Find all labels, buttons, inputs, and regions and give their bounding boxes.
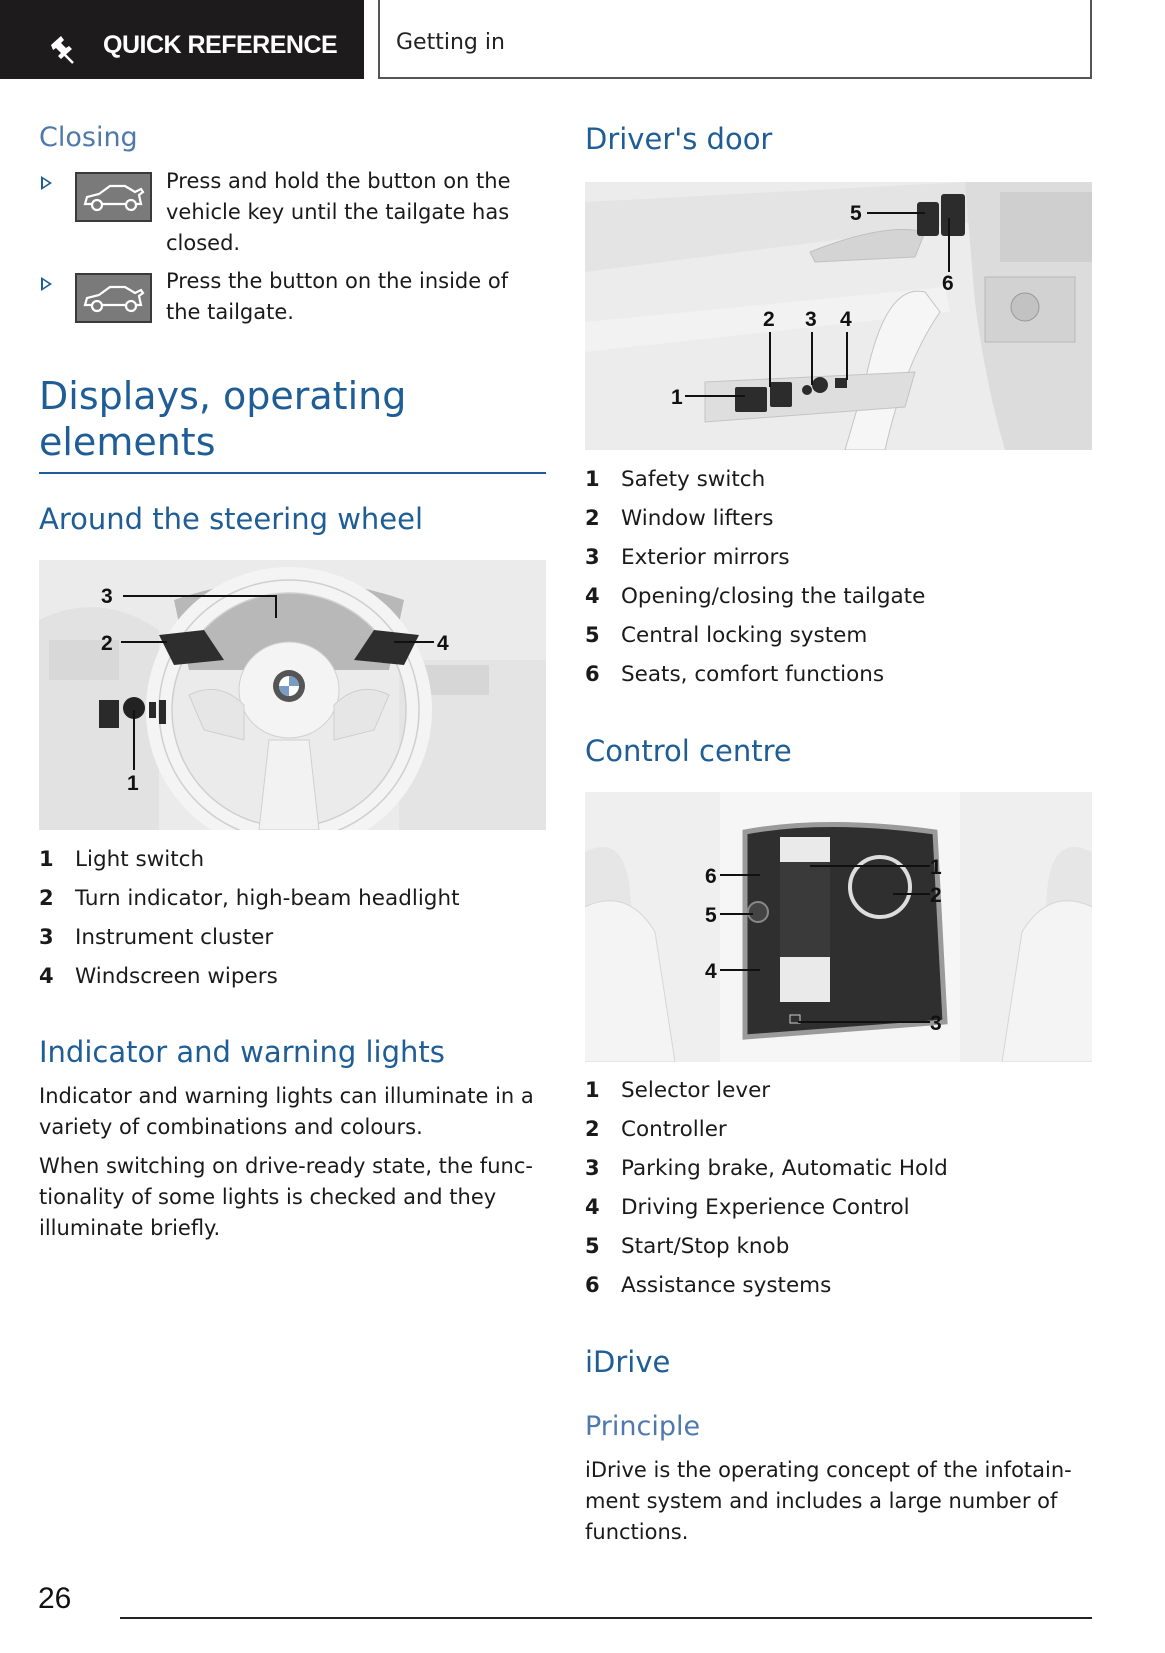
callout-2: 2 [763,308,775,331]
callout-6: 6 [942,272,954,295]
chapter-title: Getting in [396,30,505,55]
section-label: QUICK REFERENCE [103,31,338,59]
displays-heading [39,373,406,465]
legend-item: 1 Light switch [39,847,205,872]
drivers-door-figure [585,182,1092,450]
callout-2: 2 [930,884,942,907]
footer-divider [120,1617,1092,1619]
car-tailgate-icon [75,273,152,323]
bullet-triangle-icon [41,176,52,190]
control-centre-figure [585,792,1092,1062]
steering-heading: Around the steering wheel [39,502,424,536]
car-tailgate-icon [75,172,152,222]
displays-heading-line1: Displays, operating [39,374,407,418]
callout-4: 4 [705,960,717,983]
callout-4: 4 [840,308,852,331]
bullet-triangle-icon [41,277,52,291]
indicator-paragraph-2: When switching on drive-ready state, the func- tionality of some lights is checked and they illuminate briefly. [39,1154,533,1240]
callout-1: 1 [127,772,139,795]
callout-3: 3 [930,1012,942,1035]
closing-bullet-text: Press and hold the button on the vehicle key until the tailgate has closed. [166,169,511,255]
door-legend [585,460,1085,694]
callout-3: 3 [101,585,113,608]
legend-item: 2 Window lifters [585,506,774,531]
indicator-heading: Indicator and warning lights [39,1035,445,1069]
chapter-header [378,0,1092,79]
callout-6: 6 [705,865,717,888]
callout-1: 1 [930,856,942,879]
legend-item: 3 Instrument cluster [39,925,274,950]
legend-item: 4 Driving Experience Control [585,1195,910,1220]
legend-item: 3 Exterior mirrors [585,545,790,570]
closing-bullet-text: Press the button on the inside of the tailgate. [166,269,509,324]
drivers-door-heading: Driver's door [585,122,773,156]
idrive-paragraph: iDrive is the operating concept of the infotain- ment system and includes a large number of functions. [585,1458,1072,1544]
legend-item: 4 Windscreen wipers [39,964,278,989]
legend-item: 2 Turn indicator, high-beam headlight [39,886,460,911]
legend-item: 2 Controller [585,1117,727,1142]
principle-heading: Principle [585,1411,701,1442]
displays-heading-line2: elements [39,420,216,464]
callout-3: 3 [805,308,817,331]
legend-item: 3 Parking brake, Automatic Hold [585,1156,948,1181]
control-centre-legend [585,1071,1085,1305]
legend-item: 5 Central locking system [585,623,868,648]
control-centre-heading: Control centre [585,734,792,768]
section-divider [39,472,546,474]
steering-wheel-figure [39,560,546,830]
idrive-heading: iDrive [585,1345,671,1379]
steering-legend [39,840,539,996]
legend-item: 4 Opening/closing the tailgate [585,584,926,609]
pushpin-icon [46,32,78,64]
callout-5: 5 [705,904,717,927]
callout-2: 2 [101,632,113,655]
closing-heading: Closing [39,122,138,153]
indicator-paragraph-1: Indicator and warning lights can illuminate in a variety of combinations and colours. [39,1084,534,1139]
callout-1: 1 [671,386,683,409]
legend-item: 1 Selector lever [585,1078,771,1103]
legend-item: 5 Start/Stop knob [585,1234,790,1259]
section-tab [0,0,364,79]
legend-item: 1 Safety switch [585,467,766,492]
callout-4: 4 [437,632,449,655]
page-number: 26 [38,1582,72,1615]
legend-item: 6 Seats, comfort functions [585,662,885,687]
legend-item: 6 Assistance systems [585,1273,832,1298]
callout-5: 5 [850,202,862,225]
